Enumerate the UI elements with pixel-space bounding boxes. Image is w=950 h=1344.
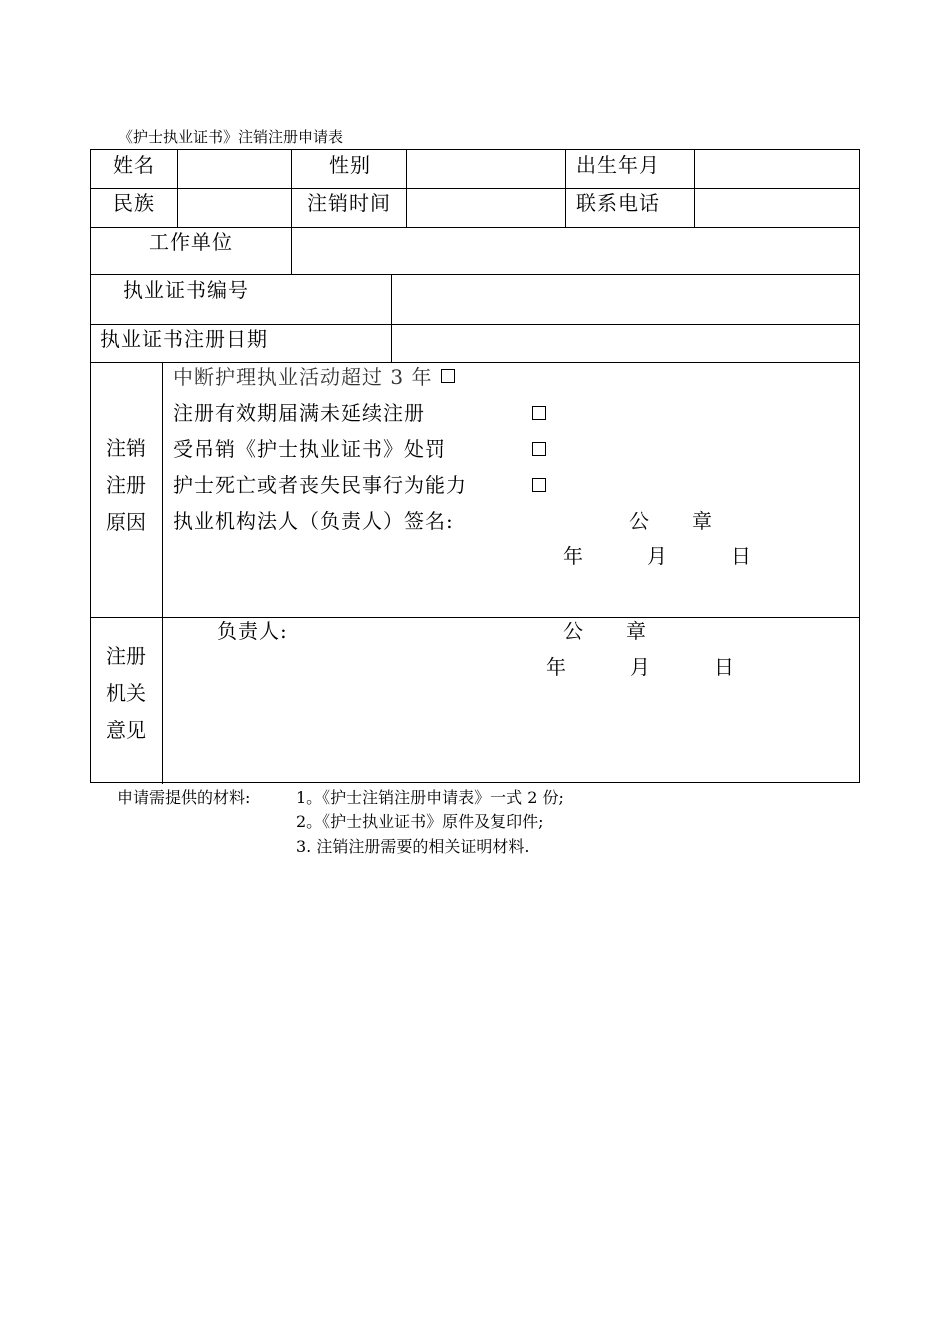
- col-divider: [694, 150, 695, 228]
- row-divider: [91, 188, 859, 189]
- cert-number-label: 执业证书编号: [123, 278, 249, 302]
- col-divider: [406, 150, 407, 228]
- gender-label: 性别: [329, 153, 371, 177]
- row-divider: [91, 227, 859, 228]
- cert-reg-date-field[interactable]: [393, 326, 856, 360]
- name-field[interactable]: [179, 152, 289, 186]
- row-divider: [91, 617, 859, 618]
- col-divider: [391, 274, 392, 363]
- phone-label: 联系电话: [576, 191, 660, 215]
- workplace-field[interactable]: [293, 229, 856, 272]
- application-form-table: [90, 149, 860, 783]
- cancel-time-field[interactable]: [408, 190, 563, 225]
- reason-label-line: 原因: [106, 510, 146, 534]
- cancel-time-label: 注销时间: [307, 191, 391, 215]
- reason-item-4: 护士死亡或者丧失民事行为能力: [173, 473, 467, 497]
- responsible-label: 负责人:: [217, 619, 288, 643]
- gender-field[interactable]: [408, 152, 563, 186]
- row-divider: [91, 362, 859, 363]
- materials-item-3: 3. 注销注册需要的相关证明材料.: [296, 837, 530, 856]
- authority-section-label: [96, 638, 156, 749]
- form-title: 《护士执业证书》注销注册申请表: [118, 128, 344, 146]
- cert-reg-date-label: 执业证书注册日期: [100, 327, 268, 351]
- birth-label: 出生年月: [576, 153, 660, 177]
- authority-seal-label: 公 章: [563, 619, 647, 643]
- reason-1-checkbox[interactable]: [441, 369, 455, 383]
- row-divider: [91, 324, 859, 325]
- materials-item-1: 1。《护士注销注册申请表》一式 2 份;: [296, 788, 564, 807]
- reason-item-2: 注册有效期届满未延续注册: [173, 401, 425, 425]
- col-divider: [177, 150, 178, 228]
- phone-field[interactable]: [696, 190, 856, 225]
- ethnicity-field[interactable]: [179, 190, 289, 225]
- reason-label-line: 注销: [106, 436, 146, 460]
- col-divider: [291, 150, 292, 275]
- reason-2-checkbox[interactable]: [532, 406, 546, 420]
- authority-date-label: 年 月 日: [546, 655, 735, 679]
- seal-label: 公 章: [629, 509, 713, 533]
- materials-heading: 申请需提供的材料:: [117, 788, 251, 807]
- date-label: 年 月 日: [563, 544, 752, 568]
- signature-label: 执业机构法人（负责人）签名:: [173, 509, 454, 533]
- workplace-label: 工作单位: [149, 230, 233, 254]
- reason-item-1: 中断护理执业活动超过 3 年: [173, 365, 433, 389]
- reason-3-checkbox[interactable]: [532, 442, 546, 456]
- row-divider: [91, 274, 859, 275]
- birth-field[interactable]: [696, 152, 856, 186]
- col-divider: [162, 362, 163, 784]
- authority-label-line: 机关: [106, 681, 146, 705]
- authority-label-line: 注册: [106, 644, 146, 668]
- name-label: 姓名: [113, 153, 155, 177]
- reason-item-3: 受吊销《护士执业证书》处罚: [173, 437, 446, 461]
- reason-label-line: 注册: [106, 473, 146, 497]
- materials-item-2: 2。《护士执业证书》原件及复印件;: [296, 812, 544, 831]
- reason-4-checkbox[interactable]: [532, 478, 546, 492]
- col-divider: [565, 150, 566, 228]
- reason-section-label: [96, 430, 156, 541]
- cert-number-field[interactable]: [393, 276, 856, 322]
- ethnicity-label: 民族: [113, 191, 155, 215]
- authority-label-line: 意见: [106, 718, 146, 742]
